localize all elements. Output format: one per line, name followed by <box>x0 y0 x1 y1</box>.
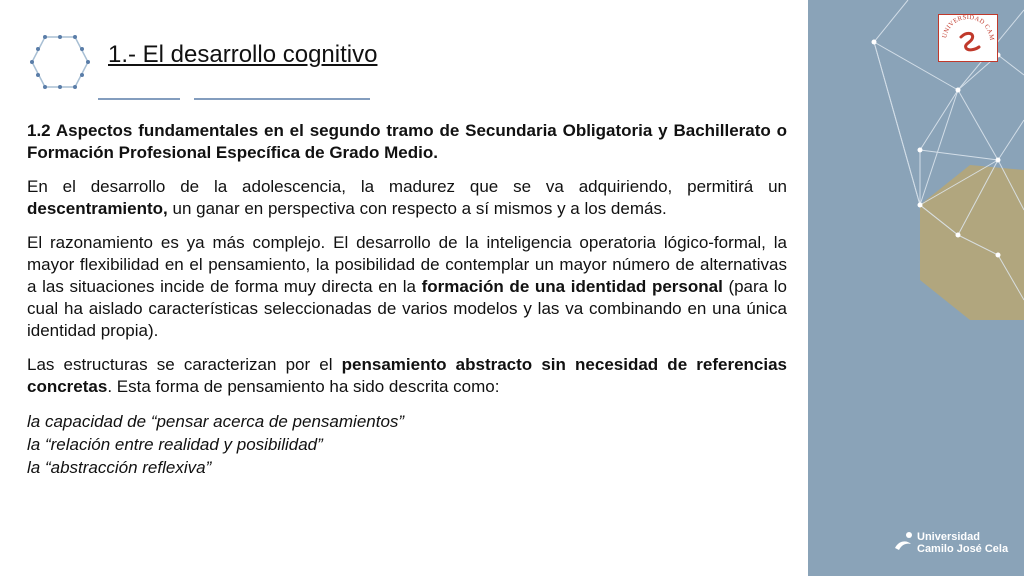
seal-text: UNIVERSIDAD CAM <box>941 15 996 41</box>
page-title: 1.- El desarrollo cognitivo <box>108 41 378 68</box>
bold-term: pensamiento abstracto sin necesidad de referencias concretas <box>27 355 788 396</box>
bold-term: formación de una identidad personal <box>421 277 723 296</box>
brand-line2: Camilo José Cela <box>917 543 1009 555</box>
paragraph-razonamiento: El razonamiento es ya más complejo. El desarrollo de la inteligencia operatoria lógico-formal, la mayor flexibilidad en el pensamiento, la posibilidad de contemplar un mayor número de alternativas a las situaciones incide de forma muy directa en la formación de una identidad personal (para lo cual ha aislado características seleccionadas de varios modelos y las va combinando en una única identidad propia). <box>27 233 787 340</box>
paragraph-descentramiento: En el desarrollo de la adolescencia, la madurez que se va adquiriendo, permitirá un descentramiento, un ganar en perspectiva con respecto a sí mismos y a los demás. <box>27 177 787 218</box>
definition-item: la “abstracción reflexiva” <box>27 458 212 477</box>
definition-list <box>27 410 787 479</box>
svg-text:UNIVERSIDAD CAMILO JOSÉ CELA <box>939 15 995 41</box>
university-seal-logo <box>938 14 998 62</box>
slide-content <box>27 120 787 479</box>
definition-item: la “relación entre realidad y posibilidad” <box>27 435 323 454</box>
definition-item: la capacidad de “pensar acerca de pensamientos” <box>27 412 405 431</box>
paragraph-estructuras: Las estructuras se caracterizan por el pensamiento abstracto sin necesidad de referencias concretas. Esta forma de pensamiento ha sido descrita como: <box>27 355 788 396</box>
brand-line1: Universidad <box>917 531 980 543</box>
network-graphic <box>808 0 1024 576</box>
section-subtitle: 1.2 Aspectos fundamentales en el segundo tramo de Secundaria Obligatoria y Bachillerato o Formación Profesional Específica de Grado Medio. <box>27 121 787 162</box>
title-underline-decoration <box>98 97 378 101</box>
brand-swirl-icon <box>893 531 915 553</box>
decorative-side-panel <box>808 0 1024 576</box>
hexagon-network-icon <box>30 34 90 90</box>
bold-term: descentramiento, <box>27 199 168 218</box>
